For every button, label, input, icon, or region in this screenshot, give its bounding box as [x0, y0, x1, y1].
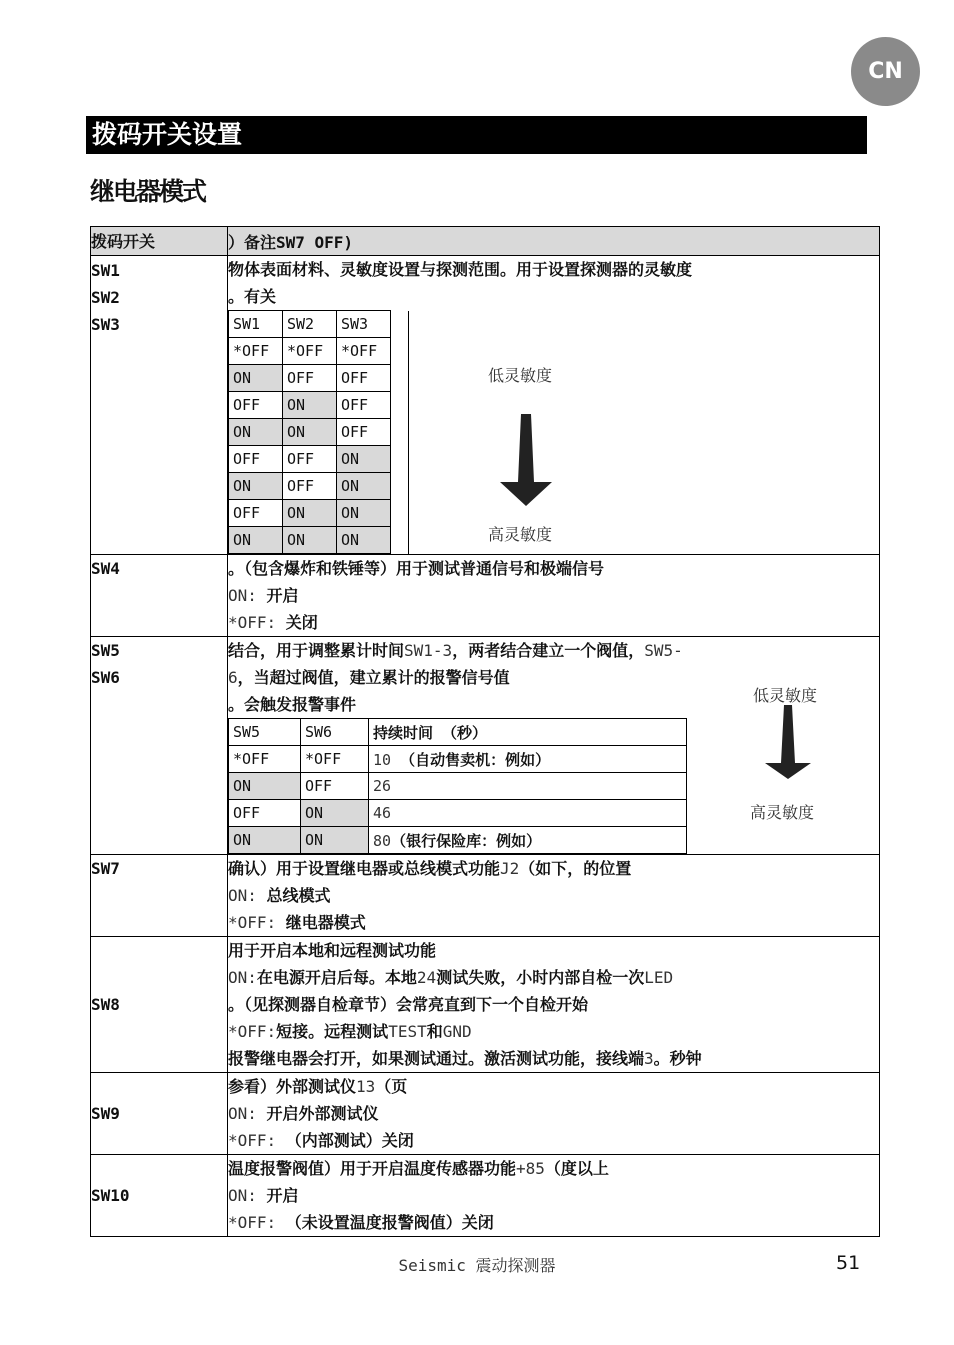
- dur-3-sw6: ON: [301, 800, 369, 827]
- sw4-off: *OFF: 关闭: [228, 613, 318, 632]
- label-sw5: SW5: [91, 641, 120, 660]
- switch-label-sw5-6: [91, 637, 228, 855]
- cell-5-1: OFF: [229, 446, 283, 473]
- cell-5-2: OFF: [283, 446, 337, 473]
- cell-1-2: *OFF: [283, 338, 337, 365]
- label-sw1: SW1: [91, 261, 120, 280]
- sw7-desc: 确认）用于设置继电器或总线模式功能J2（如下，的位置: [228, 859, 632, 878]
- switch-label-sw10: SW10: [91, 1155, 228, 1237]
- dur-3-time: 46: [369, 800, 687, 827]
- sw8-line3: 。（见探测器自检章节）会常亮直到下一个自检开始: [228, 995, 589, 1014]
- sw5-6-duration-table: [228, 718, 687, 854]
- cell-3-2: ON: [283, 392, 337, 419]
- duration-row-2: [229, 773, 687, 800]
- cell-1-3: *OFF: [337, 338, 391, 365]
- duration-row-3: [229, 800, 687, 827]
- row-sw9: [91, 1073, 880, 1155]
- sub-head-sw3: SW3: [337, 311, 391, 338]
- dur-1-sw6: *OFF: [301, 746, 369, 773]
- row-sw5-6: [91, 637, 880, 855]
- switch-label-sw8: SW8: [91, 937, 228, 1073]
- dur-2-time: 26: [369, 773, 687, 800]
- sw10-on: ON: 开启: [228, 1186, 299, 1205]
- sub-row-6: [229, 473, 409, 500]
- row-sw8: [91, 937, 880, 1073]
- cell-1-1: *OFF: [229, 338, 283, 365]
- sw5-6-desc-line1: 结合，用于调整累计时间SW1-3，两者结合建立一个阀值，SW5-: [228, 641, 683, 660]
- sw8-line2: ON:在电源开启后每。本地24测试失败，小时内部自检一次LED: [228, 968, 674, 987]
- sw8-description: [228, 937, 880, 1073]
- switch-label-sw1-3: [91, 256, 228, 555]
- cell-8-2: ON: [283, 527, 337, 554]
- cell-7-3: ON: [337, 500, 391, 527]
- sw10-off: *OFF: （未设置温度报警阀值）关闭: [228, 1213, 494, 1232]
- sub-row-8: [229, 527, 409, 554]
- cell-3-3: OFF: [337, 392, 391, 419]
- sw7-on: ON: 总线模式: [228, 886, 331, 905]
- sub-header-row: [229, 719, 687, 746]
- sw7-description: [228, 855, 880, 937]
- page-number: 51: [836, 1252, 861, 1274]
- sw5-6-description: [228, 637, 880, 855]
- arrow-down-icon: [763, 705, 813, 779]
- sub-row-7: [229, 500, 409, 527]
- cell-2-3: OFF: [337, 365, 391, 392]
- sw1-3-high-sensitivity: 高灵敏度: [488, 525, 553, 544]
- sub-row-5: [229, 446, 409, 473]
- sw1-3-description: [228, 256, 880, 555]
- sw5-6-desc-line2: 6，当超过阀值，建立累计的报警信号值: [228, 668, 510, 687]
- sw8-line4: *OFF:短接。远程测试TEST和GND: [228, 1022, 472, 1041]
- sw5-6-high-sensitivity: 高灵敏度: [750, 803, 815, 822]
- footer-product-name: Seismic 震动探测器: [398, 1256, 556, 1275]
- cell-6-2: OFF: [283, 473, 337, 500]
- sw10-description: [228, 1155, 880, 1237]
- label-sw2: SW2: [91, 288, 120, 307]
- cell-7-2: ON: [283, 500, 337, 527]
- sw1-3-desc-line2: 。有关: [228, 287, 277, 306]
- sw4-description: [228, 555, 880, 637]
- cell-6-1: ON: [229, 473, 283, 500]
- sub-row-3: [229, 392, 409, 419]
- sw8-line5: 报警继电器会打开，如果测试通过。激活测试功能，接线端3。秒钟: [228, 1049, 702, 1068]
- dur-3-sw5: OFF: [229, 800, 301, 827]
- cell-6-3: ON: [337, 473, 391, 500]
- cell-3-1: OFF: [229, 392, 283, 419]
- dur-4-time: 80（银行保险库：例如）: [369, 827, 687, 854]
- sw1-3-desc-line1: 物体表面材料、灵敏度设置与探测范围。用于设置探测器的灵敏度: [228, 260, 693, 279]
- dur-4-sw6: ON: [301, 827, 369, 854]
- switch-label-sw9: SW9: [91, 1073, 228, 1155]
- duration-row-1: [229, 746, 687, 773]
- row-sw10: [91, 1155, 880, 1237]
- sub-head-sw5: SW5: [229, 719, 301, 746]
- section-title: 拨码开关设置: [86, 116, 867, 154]
- switch-label-sw7: SW7: [91, 855, 228, 937]
- sw7-off: *OFF: 继电器模式: [228, 913, 366, 932]
- sw10-desc: 温度报警阀值）用于开启温度传感器功能+85（度以上: [228, 1159, 609, 1178]
- duration-row-4: [229, 827, 687, 854]
- cell-8-3: ON: [337, 527, 391, 554]
- dur-1-sw5: *OFF: [229, 746, 301, 773]
- switch-label-sw4: SW4: [91, 555, 228, 637]
- sw9-off: *OFF: （内部测试）关闭: [228, 1131, 414, 1150]
- sw8-line1: 用于开启本地和远程测试功能: [228, 941, 437, 960]
- sub-header-row: [229, 311, 409, 338]
- sw9-desc: 参看）外部测试仪13（页: [228, 1077, 408, 1096]
- dip-switch-table: [90, 226, 880, 1237]
- sw5-6-desc-line3: 。会触发报警事件: [228, 695, 357, 714]
- sw9-description: [228, 1073, 880, 1155]
- cell-4-2: ON: [283, 419, 337, 446]
- row-sw7: [91, 855, 880, 937]
- sub-row-2: [229, 365, 409, 392]
- cell-7-1: OFF: [229, 500, 283, 527]
- label-sw3: SW3: [91, 315, 120, 334]
- sub-row-1: [229, 338, 409, 365]
- cell-8-1: ON: [229, 527, 283, 554]
- header-remark: ）备注SW7 OFF): [228, 227, 880, 256]
- language-badge: CN: [851, 37, 920, 106]
- sub-row-4: [229, 419, 409, 446]
- sw5-6-low-sensitivity: 低灵敏度: [753, 686, 818, 705]
- cell-4-3: OFF: [337, 419, 391, 446]
- header-switch: 拨码开关: [91, 227, 228, 256]
- dur-2-sw5: ON: [229, 773, 301, 800]
- dur-2-sw6: OFF: [301, 773, 369, 800]
- subsection-title: 继电器模式: [90, 177, 206, 206]
- dur-1-time: 10 （自动售卖机：例如）: [369, 746, 687, 773]
- sw4-on: ON: 开启: [228, 586, 299, 605]
- label-sw6: SW6: [91, 668, 120, 687]
- sw1-3-sensitivity-table: [228, 310, 409, 554]
- dur-4-sw5: ON: [229, 827, 301, 854]
- table-header-row: [91, 227, 880, 256]
- cell-5-3: ON: [337, 446, 391, 473]
- cell-4-1: ON: [229, 419, 283, 446]
- sub-head-sw6: SW6: [301, 719, 369, 746]
- sw1-3-low-sensitivity: 低灵敏度: [488, 366, 553, 385]
- arrow-down-icon: [496, 414, 556, 506]
- sub-head-sw2: SW2: [283, 311, 337, 338]
- row-sw1-3: [91, 256, 880, 555]
- row-sw4: [91, 555, 880, 637]
- cell-2-1: ON: [229, 365, 283, 392]
- sw9-on: ON: 开启外部测试仪: [228, 1104, 379, 1123]
- sub-head-sw1: SW1: [229, 311, 283, 338]
- sw4-desc: 。（包含爆炸和铁锤等）用于测试普通信号和极端信号: [228, 559, 605, 578]
- sub-head-duration: 持续时间 （秒）: [369, 719, 687, 746]
- cell-2-2: OFF: [283, 365, 337, 392]
